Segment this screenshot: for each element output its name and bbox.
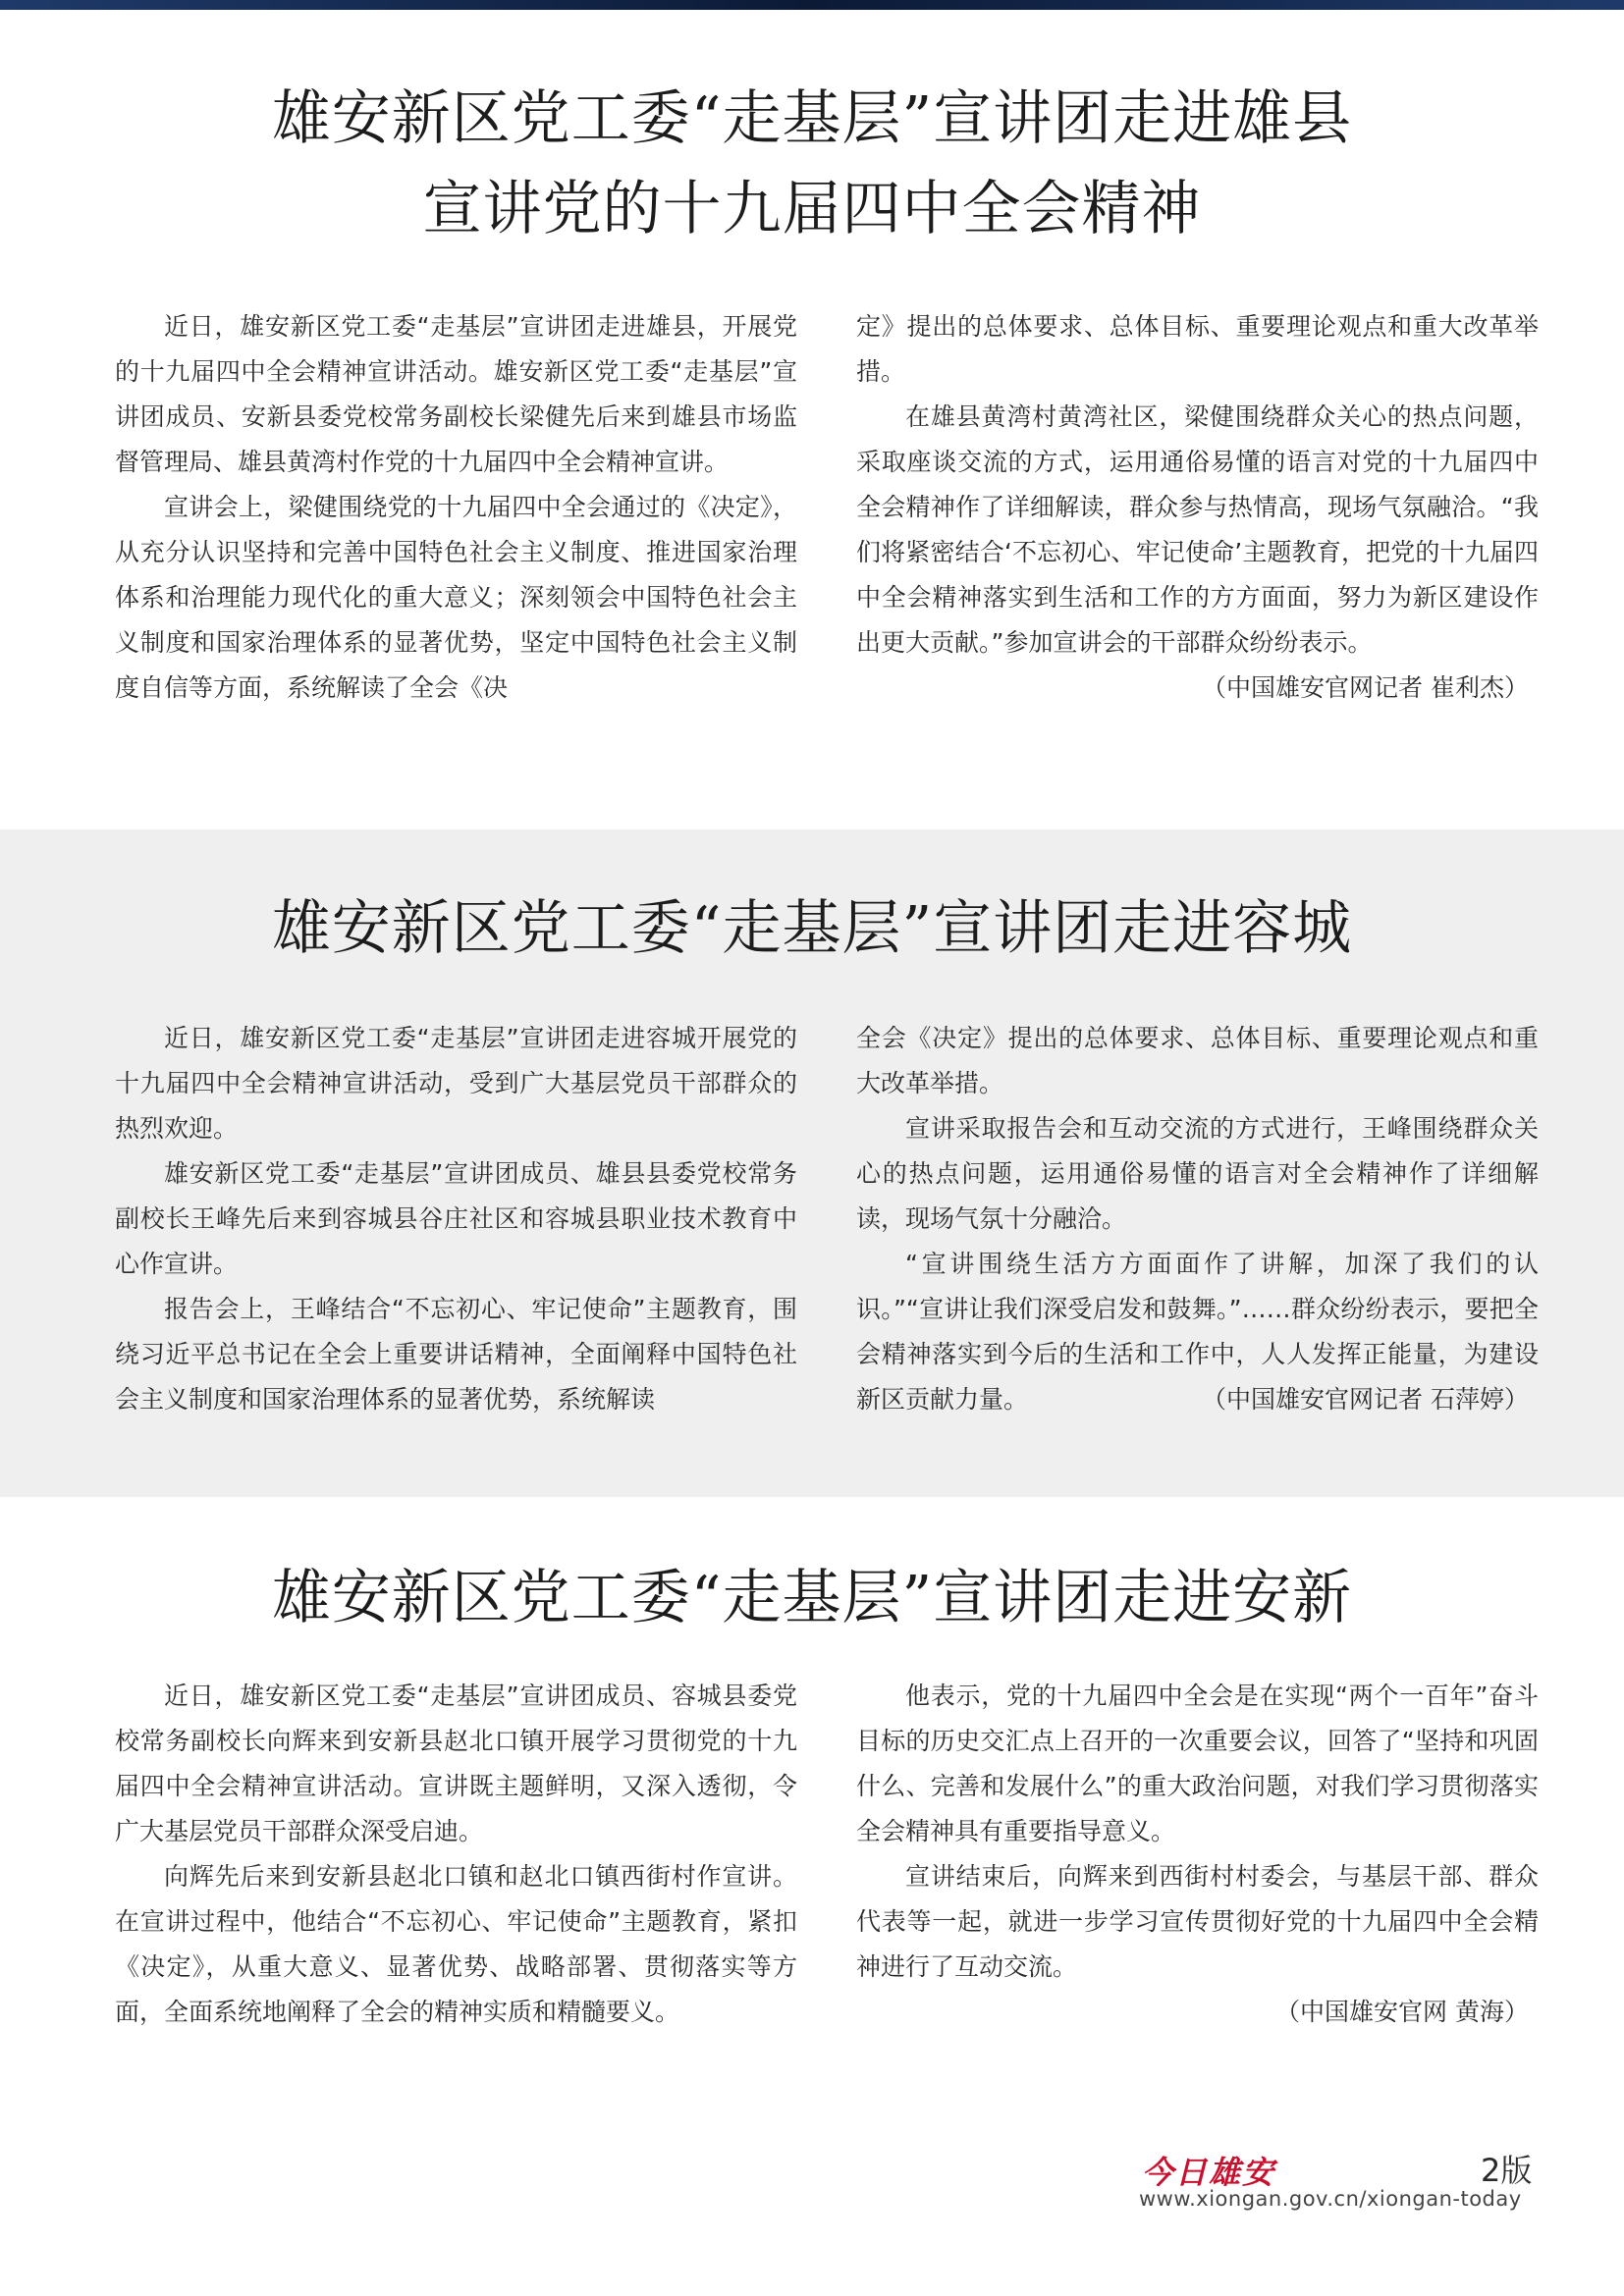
reporter-credit: （中国雄安官网 黄海） <box>1275 1998 1529 2026</box>
article-title: 雄安新区党工委“走基层”宣讲团走进安新 <box>271 1564 1353 1632</box>
article-body <box>115 1674 1539 2035</box>
article-body <box>115 304 1539 711</box>
article-anxin <box>0 1497 1624 2184</box>
paragraph-continued: 全会《决定》提出的总体要求、总体目标、重要理论观点和重大改革举措。 <box>856 1024 1539 1097</box>
paragraph: 向辉先后来到安新县赵北口镇和赵北口镇西街村作宣讲。在宣讲过程中，他结合“不忘初心、牢记使命”主题教育，紧扣《决定》，从重大意义、显著优势、战略部署、贯彻落实等方面，全面系统地阐释了全会的精神实质和精髓要义。 <box>115 1862 797 2026</box>
publication-logo: 今日雄安 <box>1142 2154 1276 2191</box>
paragraph <box>856 1242 1539 1422</box>
paragraph: 他表示，党的十九届四中全会是在实现“两个一百年”奋斗目标的历史交汇点上召开的一次重要会议，回答了“坚持和巩固什么、完善和发展什么”的重大政治问题，对我们学习贯彻落实全会精神具有重要指导意义。 <box>856 1682 1539 1845</box>
right-column <box>856 304 1539 711</box>
left-column <box>115 1674 797 2035</box>
left-column <box>115 1016 797 1422</box>
paragraph: 宣讲结束后，向辉来到西街村村委会，与基层干部、群众代表等一起，就进一步学习宣传贯彻好党的十九届四中全会精神进行了互动交流。 <box>856 1862 1539 1981</box>
paragraph: 报告会上，王峰结合“不忘初心、牢记使命”主题教育，围绕习近平总书记在全会上重要讲话精神，全面阐释中国特色社会主义制度和国家治理体系的显著优势，系统解读 <box>115 1295 797 1414</box>
paragraph: 近日，雄安新区党工委“走基层”宣讲团成员、容城县委党校常务副校长向辉来到安新县赵北口镇开展学习贯彻党的十九届四中全会精神宣讲活动。宣讲既主题鲜明，又深入透彻，令广大基层党员干部群众深受启迪。 <box>115 1682 797 1845</box>
paragraph: 近日，雄安新区党工委“走基层”宣讲团走进雄县，开展党的十九届四中全会精神宣讲活动。雄安新区党工委“走基层”宣讲团成员、安新县委党校常务副校长梁健先后来到雄县市场监督管理局、雄县黄湾村作党的十九届四中全会精神宣讲。 <box>115 312 797 476</box>
paragraph: 雄安新区党工委“走基层”宣讲团成员、雄县县委党校常务副校长王峰先后来到容城县谷庄社区和容城县职业技术教育中心作宣讲。 <box>115 1159 797 1278</box>
page-number: 2版 <box>1481 2152 1533 2189</box>
reporter-credit: （中国雄安官网记者 崔利杰） <box>1202 673 1529 702</box>
title-line-2: 宣讲党的十九届四中全会精神 <box>422 175 1202 243</box>
website-url: www.xiongan.gov.cn/xiongan-today <box>1139 2187 1522 2211</box>
right-column <box>856 1674 1539 2035</box>
article-rongcheng <box>0 829 1624 1497</box>
left-column <box>115 304 797 711</box>
paragraph: 近日，雄安新区党工委“走基层”宣讲团走进容城开展党的十九届四中全会精神宣讲活动，受到广大基层党员干部群众的热烈欢迎。 <box>115 1024 797 1143</box>
paragraph: 宣讲采取报告会和互动交流的方式进行，王峰围绕群众关心的热点问题，运用通俗易懂的语言对全会精神作了详细解读，现场气氛十分融洽。 <box>856 1114 1539 1233</box>
article-title: 雄安新区党工委“走基层”宣讲团走进容城 <box>271 894 1353 963</box>
paragraph-text: “宣讲围绕生活方方面面作了讲解，加深了我们的认识。”“宣讲让我们深受启发和鼓舞。”……群众纷纷表示，要把全会精神落实到今后的生活和工作中，人人发挥正能量，为建设新区贡献力量。 <box>856 1250 1539 1414</box>
title-line-1: 雄安新区党工委“走基层”宣讲团走进雄县 <box>271 84 1353 153</box>
article-xiongxian <box>0 10 1624 829</box>
right-column <box>856 1016 1539 1422</box>
paragraph: 在雄县黄湾村黄湾社区，梁健围绕群众关心的热点问题，采取座谈交流的方式，运用通俗易懂的语言对党的十九届四中全会精神作了详细解读，群众参与热情高，现场气氛融洽。“我们将紧密结合‘不忘初心、牢记使命’主题教育，把党的十九届四中全会精神落实到生活和工作的方方面面，努力为新区建设作出更大贡献。”参加宣讲会的干部群众纷纷表示。 <box>856 402 1539 657</box>
article-body <box>115 1016 1539 1422</box>
article-title <box>0 74 1624 254</box>
paragraph: 宣讲会上，梁健围绕党的十九届四中全会通过的《决定》，从充分认识坚持和完善中国特色社会主义制度、推进国家治理体系和治理能力现代化的重大意义；深刻领会中国特色社会主义制度和国家治理体系的显著优势，坚定中国特色社会主义制度自信等方面，系统解读了全会《决 <box>115 493 797 702</box>
top-accent-bar <box>0 0 1624 10</box>
paragraph-continued: 定》提出的总体要求、总体目标、重要理论观点和重大改革举措。 <box>856 312 1539 386</box>
reporter-credit: （中国雄安官网记者 石萍婷） <box>1202 1385 1529 1414</box>
